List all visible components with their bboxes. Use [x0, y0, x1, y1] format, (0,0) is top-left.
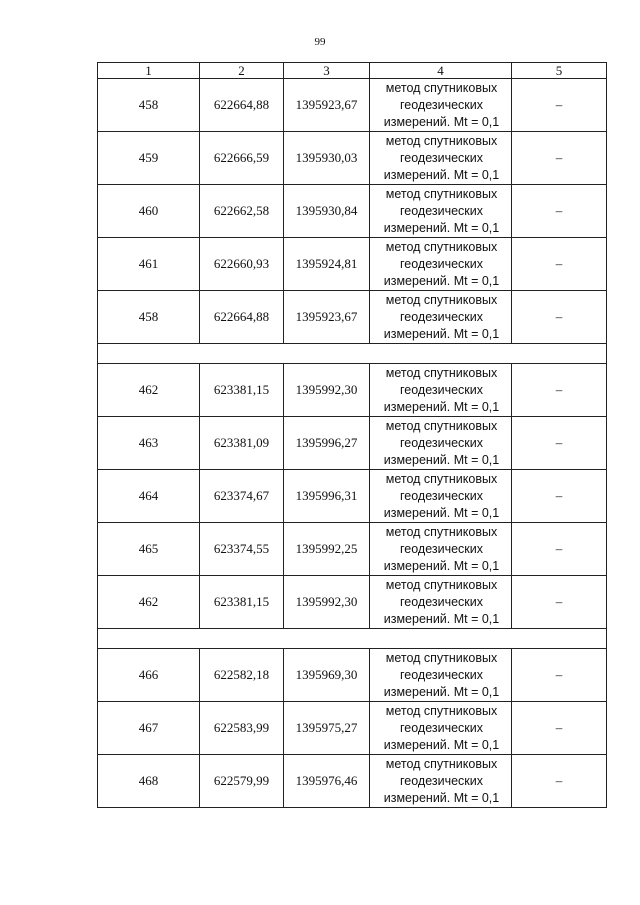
- method-line: измерений. Mt = 0,1: [383, 273, 500, 288]
- table-row: [98, 291, 607, 344]
- column5-cell: –: [512, 364, 607, 417]
- y-coordinate-cell: 1395923,67: [284, 291, 370, 344]
- table-row: [98, 364, 607, 417]
- column-header: 1: [98, 63, 200, 79]
- method-line: метод спутниковых: [385, 292, 498, 307]
- method-line: геодезических: [399, 382, 483, 397]
- column5-cell: –: [512, 576, 607, 629]
- column-header: 5: [512, 63, 607, 79]
- method-line: измерений. Mt = 0,1: [383, 790, 500, 805]
- method-line: геодезических: [399, 150, 483, 165]
- method-line: метод спутниковых: [385, 418, 498, 433]
- column5-cell: –: [512, 649, 607, 702]
- point-number-cell: 458: [98, 291, 200, 344]
- x-coordinate-cell: 623374,55: [200, 523, 284, 576]
- method-line: геодезических: [399, 720, 483, 735]
- table-row: [98, 470, 607, 523]
- method-cell: [370, 364, 512, 417]
- group-separator-row: [98, 344, 607, 364]
- method-line: метод спутниковых: [385, 186, 498, 201]
- method-line: метод спутниковых: [385, 471, 498, 486]
- point-number-cell: 463: [98, 417, 200, 470]
- method-cell: [370, 470, 512, 523]
- point-number-cell: 464: [98, 470, 200, 523]
- column5-cell: –: [512, 79, 607, 132]
- y-coordinate-cell: 1395996,27: [284, 417, 370, 470]
- method-line: метод спутниковых: [385, 577, 498, 592]
- table-row: [98, 132, 607, 185]
- x-coordinate-cell: 622666,59: [200, 132, 284, 185]
- y-coordinate-cell: 1395969,30: [284, 649, 370, 702]
- method-line: измерений. Mt = 0,1: [383, 167, 500, 182]
- method-line: метод спутниковых: [385, 133, 498, 148]
- method-line: измерений. Mt = 0,1: [383, 220, 500, 235]
- column5-cell: –: [512, 238, 607, 291]
- point-number-cell: 459: [98, 132, 200, 185]
- column5-cell: –: [512, 417, 607, 470]
- x-coordinate-cell: 622583,99: [200, 702, 284, 755]
- coordinates-table: [97, 62, 607, 808]
- x-coordinate-cell: 623381,15: [200, 576, 284, 629]
- table-row: [98, 649, 607, 702]
- method-line: измерений. Mt = 0,1: [383, 326, 500, 341]
- column5-cell: –: [512, 470, 607, 523]
- method-line: метод спутниковых: [385, 80, 498, 95]
- table-header-row: [98, 63, 607, 79]
- method-line: геодезических: [399, 773, 483, 788]
- method-cell: [370, 79, 512, 132]
- point-number-cell: 460: [98, 185, 200, 238]
- method-cell: [370, 576, 512, 629]
- x-coordinate-cell: 623374,67: [200, 470, 284, 523]
- column-header: 4: [370, 63, 512, 79]
- point-number-cell: 467: [98, 702, 200, 755]
- method-line: геодезических: [399, 309, 483, 324]
- method-line: геодезических: [399, 256, 483, 271]
- method-line: метод спутниковых: [385, 239, 498, 254]
- method-line: геодезических: [399, 435, 483, 450]
- column5-cell: –: [512, 185, 607, 238]
- method-cell: [370, 238, 512, 291]
- method-line: измерений. Mt = 0,1: [383, 399, 500, 414]
- y-coordinate-cell: 1395975,27: [284, 702, 370, 755]
- column5-cell: –: [512, 702, 607, 755]
- method-cell: [370, 523, 512, 576]
- method-line: геодезических: [399, 541, 483, 556]
- table-body: [98, 63, 607, 808]
- column5-cell: –: [512, 132, 607, 185]
- method-cell: [370, 755, 512, 808]
- point-number-cell: 461: [98, 238, 200, 291]
- method-line: метод спутниковых: [385, 365, 498, 380]
- method-line: геодезических: [399, 488, 483, 503]
- page-number: 99: [314, 36, 326, 48]
- column5-cell: –: [512, 523, 607, 576]
- table-row: [98, 523, 607, 576]
- column5-cell: –: [512, 755, 607, 808]
- point-number-cell: 465: [98, 523, 200, 576]
- table-row: [98, 185, 607, 238]
- column-header: 3: [284, 63, 370, 79]
- x-coordinate-cell: 622664,88: [200, 291, 284, 344]
- table-row: [98, 417, 607, 470]
- x-coordinate-cell: 622662,58: [200, 185, 284, 238]
- x-coordinate-cell: 622579,99: [200, 755, 284, 808]
- method-cell: [370, 185, 512, 238]
- method-line: измерений. Mt = 0,1: [383, 505, 500, 520]
- method-cell: [370, 417, 512, 470]
- x-coordinate-cell: 622582,18: [200, 649, 284, 702]
- method-line: геодезических: [399, 594, 483, 609]
- x-coordinate-cell: 622660,93: [200, 238, 284, 291]
- method-line: геодезических: [399, 667, 483, 682]
- method-line: метод спутниковых: [385, 703, 498, 718]
- y-coordinate-cell: 1395992,25: [284, 523, 370, 576]
- y-coordinate-cell: 1395992,30: [284, 576, 370, 629]
- column-header: 2: [200, 63, 284, 79]
- y-coordinate-cell: 1395996,31: [284, 470, 370, 523]
- y-coordinate-cell: 1395930,84: [284, 185, 370, 238]
- method-line: геодезических: [399, 203, 483, 218]
- y-coordinate-cell: 1395924,81: [284, 238, 370, 291]
- method-cell: [370, 702, 512, 755]
- group-separator-cell: [98, 344, 607, 364]
- x-coordinate-cell: 622664,88: [200, 79, 284, 132]
- method-line: измерений. Mt = 0,1: [383, 684, 500, 699]
- method-line: измерений. Mt = 0,1: [383, 737, 500, 752]
- x-coordinate-cell: 623381,09: [200, 417, 284, 470]
- method-line: измерений. Mt = 0,1: [383, 452, 500, 467]
- method-cell: [370, 649, 512, 702]
- method-line: измерений. Mt = 0,1: [383, 114, 500, 129]
- table-row: [98, 755, 607, 808]
- method-line: метод спутниковых: [385, 650, 498, 665]
- method-cell: [370, 132, 512, 185]
- method-line: метод спутниковых: [385, 756, 498, 771]
- method-line: измерений. Mt = 0,1: [383, 558, 500, 573]
- column5-cell: –: [512, 291, 607, 344]
- y-coordinate-cell: 1395992,30: [284, 364, 370, 417]
- method-cell: [370, 291, 512, 344]
- point-number-cell: 466: [98, 649, 200, 702]
- point-number-cell: 462: [98, 576, 200, 629]
- table-row: [98, 576, 607, 629]
- x-coordinate-cell: 623381,15: [200, 364, 284, 417]
- table-row: [98, 238, 607, 291]
- table-row: [98, 79, 607, 132]
- method-line: метод спутниковых: [385, 524, 498, 539]
- method-line: геодезических: [399, 97, 483, 112]
- table-row: [98, 702, 607, 755]
- y-coordinate-cell: 1395923,67: [284, 79, 370, 132]
- point-number-cell: 462: [98, 364, 200, 417]
- method-line: измерений. Mt = 0,1: [383, 611, 500, 626]
- group-separator-cell: [98, 629, 607, 649]
- point-number-cell: 468: [98, 755, 200, 808]
- y-coordinate-cell: 1395976,46: [284, 755, 370, 808]
- y-coordinate-cell: 1395930,03: [284, 132, 370, 185]
- point-number-cell: 458: [98, 79, 200, 132]
- group-separator-row: [98, 629, 607, 649]
